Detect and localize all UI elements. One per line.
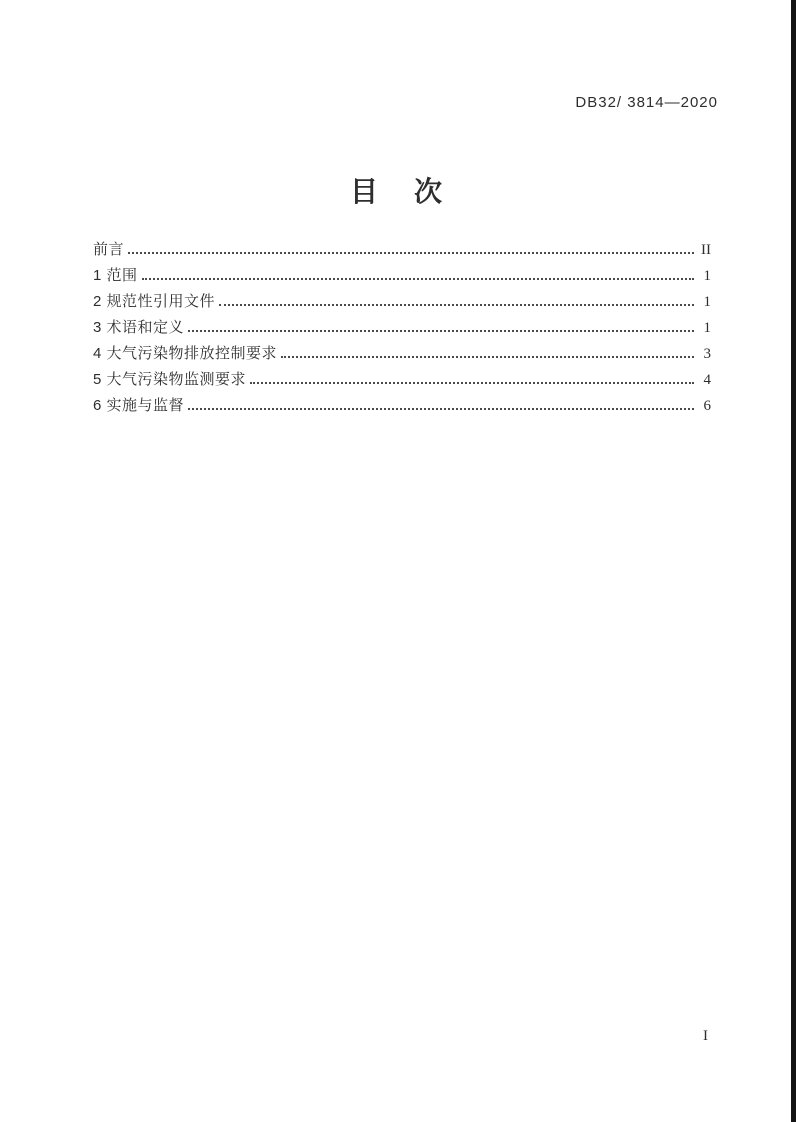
toc-leader-dots xyxy=(128,252,694,254)
toc-entry-page: 4 xyxy=(703,372,711,388)
toc-entry-page: 3 xyxy=(703,346,711,362)
toc-entry-page: 1 xyxy=(703,294,711,310)
standard-code: DB32/ 3814—2020 xyxy=(575,94,718,111)
toc-entry xyxy=(93,391,711,417)
toc-entry xyxy=(93,261,711,287)
scan-edge-bar xyxy=(791,0,796,1122)
toc-entry-page: 1 xyxy=(703,268,711,284)
table-of-contents xyxy=(93,235,711,417)
toc-leader-dots xyxy=(142,278,694,280)
toc-entry-label: 前言 xyxy=(93,241,125,258)
toc-leader-dots xyxy=(188,330,694,332)
toc-entry-label: 5 大气污染物监测要求 xyxy=(93,371,247,388)
toc-entry-label: 1 范围 xyxy=(93,267,138,284)
toc-leader-dots xyxy=(188,408,694,410)
toc-entry-page: 6 xyxy=(703,398,711,414)
toc-entry-label: 3 术语和定义 xyxy=(93,319,185,336)
toc-entry xyxy=(93,287,711,313)
toc-leader-dots xyxy=(219,304,694,306)
toc-leader-dots xyxy=(281,356,694,358)
toc-entry-label: 2 规范性引用文件 xyxy=(93,293,216,310)
toc-entry xyxy=(93,365,711,391)
toc-entry-label: 4 大气污染物排放控制要求 xyxy=(93,345,278,362)
toc-entry xyxy=(93,339,711,365)
footer-page-number: I xyxy=(703,1028,708,1044)
toc-leader-dots xyxy=(250,382,694,384)
toc-entry-page: II xyxy=(701,242,711,258)
toc-entry xyxy=(93,313,711,339)
toc-entry-page: 1 xyxy=(703,320,711,336)
toc-entry-label: 6 实施与监督 xyxy=(93,397,185,414)
toc-entry xyxy=(93,235,711,261)
page-title: 目 次 xyxy=(349,176,446,207)
